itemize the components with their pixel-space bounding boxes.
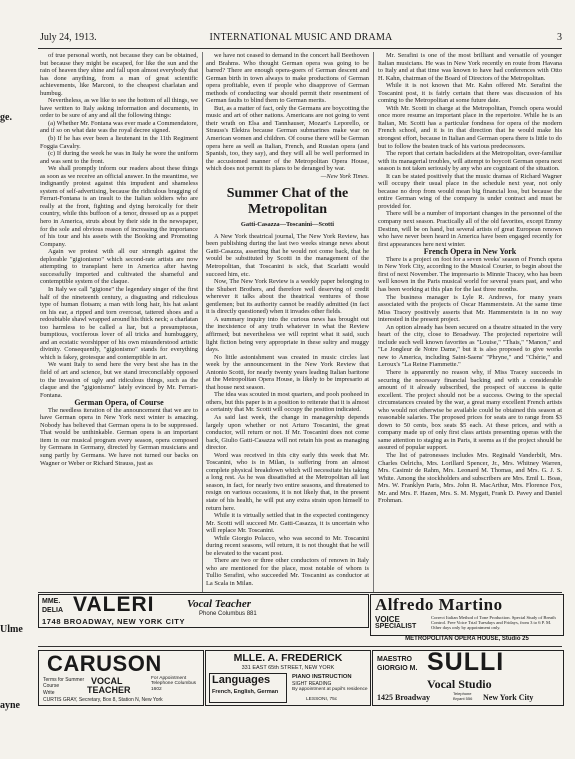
column-3 bbox=[378, 52, 562, 590]
ad-mattino-name: Alfredo Martino bbox=[375, 595, 503, 614]
ad-mattino-footer: METROPOLITAN OPERA HOUSE, Studio 25 bbox=[405, 636, 529, 642]
column-2 bbox=[206, 52, 369, 590]
ad-frederick bbox=[205, 650, 371, 706]
ad-caruson-vocal: VOCAL bbox=[91, 676, 123, 686]
ad-valeri-name: VALERI bbox=[73, 593, 155, 616]
ad-valeri-phone: Phone Columbus 881 bbox=[199, 611, 257, 617]
section-heading-german-opera: German Opera, of Course bbox=[74, 398, 164, 408]
paragraph: An option already has been secured on a theatre situated in the very heart of the city, close to Broadway. The projected repertoire will include such well known favorites as "Louise," "Thais," "Manon," and "Le Jongleur de Notre Dame," but it is also proposed to give works new to America, including Saint-Saens' "Phryne," and "Chérie," and Leroux's "La Reine Fiammette." bbox=[378, 323, 562, 369]
paragraph: we have not ceased to demand in the concert hall Beethoven and Brahms. Who thought German opera was going to be barred? There are enough opera-goers of German descent and German birth in town always to make productions of German opera profitable, even if people who disapprove of German methods of conducting war should permit their resentment of German faults to blind them to German merits. bbox=[206, 52, 369, 105]
ad-sulli-name: SULLI bbox=[427, 648, 505, 676]
paragraph: But, as a matter of fact, only the Germans are boycotting the music and art of other nations. Americans are not going to vent their wrath on Elsa and Tannhauser, Mozart's Leporello, or Strauss's Elektra because German submarines make war on American women and children. Of course there will be German opera here as well as Italian, French, and Russian opera (and Spanish, too, they say), and they will all be well performed in the accustomed manner of the Metropolitan Opera House, which does not permit its plans to be deranged by war. bbox=[206, 104, 369, 173]
paragraph: The needless iteration of the announcement that we are to have German opera in New York next winter is amazing. Nobody has believed that German opera is to be suppressed. That would be unthinkable. German opera is an important item in our musical program every season, opera composed by Germans in Germany, directed by German musicians and sung partly by Germans. We have not turned our backs on Wagner or Weber or Richard Strauss, just as bbox=[40, 406, 198, 467]
paragraph: (b) If he has ever been a lieutenant in the 11th Regiment Foggia Cavalry. bbox=[40, 135, 198, 150]
ad-frederick-languages-list: French, English, German bbox=[212, 689, 279, 695]
paragraph: of true personal worth, not because they can be obtained, but because they might be escaped, for like the sun and the rain of heaven they shine and fall upon almost everybody that has done anything, from a man of great scientific achievements, like Marconi, to the cheapest charlatan and humbug. bbox=[40, 52, 198, 97]
paragraph: Word was received in this city early this week that Mr. Toscanini, who is in Milan, is suffering from an almost complete physical breakdown which will necessitate his taking a long rest. As he was dissatisfied at the Metropolitan all last season, in fact, for nearly two entire seasons, and threatened to resign on various occasions, it is not likely that, in the present state of his health, he will put any extra strain upon himself to return here. bbox=[206, 451, 369, 512]
ad-caruson bbox=[38, 650, 204, 706]
left-edge-fragment-top: ge. bbox=[0, 112, 12, 123]
section-heading-french-opera: French Opera in New York bbox=[423, 247, 517, 257]
paragraph: A New York theatrical journal, The New York Review, has been publishing during the last two weeks strange news about Gatti-Casazza, asserting that he would not come back, that he would be substituted by Scotti in the management of the Metropolitan, that Toscanini is sick, that Scarlatti would succeed him, etc. bbox=[206, 232, 369, 278]
ad-caruson-name: CARUSON bbox=[47, 651, 162, 676]
ad-frederick-piano: PIANO INSTRUCTION bbox=[292, 674, 352, 680]
header-rule bbox=[38, 48, 562, 49]
column-divider-2 bbox=[373, 52, 374, 592]
ad-frederick-languages-box bbox=[209, 673, 287, 703]
ad-frederick-lessons: LESSONI, 75c bbox=[306, 697, 338, 702]
paragraph: With Mr. Scotti in charge at the Metropolitan, French opera would once more resume an important place in the repertoire. While he is an Italian, Mr. Scotti has a particular fondness for opera of the modern French school, and it is in that direction that he would make his strongest effort, because in Italian and German opera there is little to do but to follow the beaten track of his various predecessors. bbox=[378, 104, 562, 150]
ad-caruson-footer: CURTIS GRAY, Secretary, Box 8, Station N, New York bbox=[43, 697, 163, 703]
column-divider-1 bbox=[202, 52, 203, 592]
header-title: INTERNATIONAL MUSIC AND DRAMA bbox=[209, 32, 393, 43]
ad-caruson-write: Write bbox=[43, 690, 55, 696]
ad-sulli-telephone: Telephone Bryant 556 bbox=[453, 691, 473, 701]
ad-valeri-address: 1748 BROADWAY, NEW YORK CITY bbox=[42, 617, 186, 626]
header-date: July 24, 1913. bbox=[40, 32, 97, 43]
ad-valeri bbox=[38, 594, 369, 628]
ad-mattino-specialist: SPECIALIST bbox=[375, 623, 417, 630]
ad-valeri-tagline: Vocal Teacher bbox=[187, 598, 252, 610]
ad-sulli-studio: Vocal Studio bbox=[427, 677, 492, 691]
left-edge-fragment-low: ayne bbox=[0, 700, 20, 711]
article-subtitle: Gatti-Casazza—Toscanini—Scotti bbox=[240, 221, 335, 229]
paragraph: Mr. Serafini is one of the most brilliant and versatile of younger Italian musicians. He was in New York recently en route from Havana to Italy and at that time was known to have had conferences with Otto H. Kahn, chairman of the Board of Directors of the Metropolitan. bbox=[378, 52, 562, 82]
paragraph: The report that certain backsliders at the Metropolitan, over-familiar with its managerial troubles, will attempt to boycott German opera next season is not taken seriously by any who are cognizant of the situation. bbox=[378, 150, 562, 173]
left-edge-fragment-mid: Ulme bbox=[0, 624, 23, 635]
paragraph: (a) Whether Mr. Fontana was ever made a Commendatore, and if so on what date was the royal decree signed. bbox=[40, 119, 199, 135]
paragraph: We shall promptly inform our readers about these things as soon as we receive an official answer. In the meantime, we indignantly protest against this impudent and shameless system of self-advertising, because the ridiculous bragging of Ferrari-Fontana is an insult to the Italian soldiers who are really at the front, fighting and dying heroically for their country, while this buffoon of a tenor, dressed up as a puppet hero in America, struts about by their side in the newspaper, for the sole and obvious reason of increasing the importance of his tour and his assets with the Booking and Promoting Company. bbox=[40, 165, 198, 248]
ad-frederick-languages-label: Languages bbox=[212, 674, 271, 686]
ad-frederick-sight: SIGHT READING bbox=[292, 681, 332, 687]
ad-frederick-name: MLLE. A. FREDERICK bbox=[233, 652, 343, 664]
paragraph: There are two or three other conductors of renown in Italy who are mentioned for the place, most notable of whom is Tullio Serafini, who succeeded Mr. Toscanini as conductor at La Scala in Milan. bbox=[206, 557, 369, 587]
paragraph: The list of patronesses includes Mrs. Reginald Vanderbilt, Mrs. Charles Oelrichs, Mrs. Lorillard Spencer, Jr., Mrs. Whitney Warren, Mrs. Casimir de Rahm, Mrs. Leonard M. Thomas, and Mrs. G. J. S. White. Among the stockholders and subscribers are Mrs. Emil L. Boas, Mrs. W. Franklyn Paris, Mrs. John R. MacArthur, Mrs. Florence Fox, Mr. and Mrs. F. Hazen, Mrs. S. M. Mygatt, Frank D. Pavey and Daniel Frohman. bbox=[378, 451, 562, 505]
ads-middle-rule bbox=[38, 646, 562, 647]
ad-sulli-maestro-bottom: GIORGIO M. bbox=[377, 665, 418, 672]
ad-valeri-prefix-top: MME. bbox=[42, 598, 61, 605]
paragraph: The business manager is Lyle R. Andrews, for many years associated with the projects of Oscar Hammerstein. At the same time Miss Tracey positively asserts that Mr. Hammerstein is in no way interested in the present project. bbox=[378, 293, 562, 324]
ad-caruson-teacher: TEACHER bbox=[87, 685, 131, 695]
ad-sulli-address: 1425 Broadway bbox=[377, 693, 430, 702]
page-number: 3 bbox=[557, 32, 562, 43]
ad-mattino-voice: VOICE bbox=[375, 615, 400, 624]
article-title-summer-chat: Summer Chat of the Metropolitan bbox=[226, 186, 349, 218]
paragraph: Now, The New York Review is a weekly paper belonging to the Shubert Brothers, and therefore well deserving of credit wherever it talks about the theatrical ventures of those gentlemen; but its authority cannot be readily admitted (in fact it is directly questioned) when it invades other fields. bbox=[206, 278, 369, 316]
ad-caruson-terms: Terms for Summer Course bbox=[43, 677, 85, 689]
column-1 bbox=[40, 52, 198, 590]
page-header bbox=[40, 32, 562, 46]
paragraph: A summary inquiry into the curious news has brought out the inexistence of any truth whatever in what the Review affirmed; but nevertheless we will reprint what it said, such light fiction being very appropriate in these sultry and muggy days. bbox=[206, 315, 369, 354]
paragraph: Nevertheless, as we like to see the bottom of all things, we have written to Italy asking information and documents, in order to be sure of any and all the following things: bbox=[40, 97, 198, 120]
paragraph: (c) If during the week he was in Italy he wore the uniform and was sent to the front. bbox=[40, 150, 198, 165]
article-credit: —New York Times. bbox=[320, 172, 369, 180]
paragraph: The idea was scouted in most quarters, and pooh pooheed in others, but this paper is in a position to reiterate that it is almost a certainty that Mr. Scotti will occupy the position indicated. bbox=[206, 391, 369, 414]
paragraph: There is a project on foot for a seven weeks' season of French opera in New York City, according to the Musical Courier, to begin about the first of next November. The impresario is Minnie Tracey, who has been well known in the Paris musical world for several years past, and who has been working at this plan for the last three months. bbox=[378, 255, 562, 293]
paragraph: There will be a number of important changes in the personnel of the company next season. Practically all of the old favorites, except Emmy Destinn, will be on hand, but several artists of great European renown who have never been heard in America have been engaged recently for first appearances here next winter. bbox=[378, 210, 562, 248]
paragraph: There is apparently no reason why, if Miss Tracey succeeds in securing the necessary financial backing and with a considerable amount of it already subscribed, the prospect of success is quite excellent. The project should not be a success. Owing to the special circumstances created by the war, a great many excellent French artists who would not otherwise be available could be obtained this season at reasonable salaries. The proposed prices for seats are to range from $3 down to 50 cents, box seats $5 each. At these prices, and with a company made up of only first class artists presenting operas with the same attention to staging as in Paris, it seems as if the project should be assured of popular support. bbox=[378, 368, 562, 452]
ad-sulli bbox=[372, 650, 564, 706]
ad-caruson-appointment: For Appointment Telephone Columbus 1602 bbox=[151, 676, 197, 692]
ad-frederick-appointment: By appointment at pupil's residence bbox=[292, 687, 368, 692]
paragraph: While Giorgio Polacco, who was second to Mr. Toscanini during recent seasons, will return, it is not thought that he will be elevated to the vacant post. bbox=[206, 534, 369, 557]
ad-sulli-city: New York City bbox=[483, 693, 534, 702]
paragraph: While it is virtually settled that in the expected contingency Mr. Scotti will succeed Mr. Gatti-Casazza, it is uncertain who will replace Mr. Toscanini. bbox=[206, 512, 369, 535]
paragraph: No little astonishment was created in music circles last week by the announcement in the New York Review that Antonio Scotti, for nearly twenty years leading Italian baritone at the Metropolitan Opera House, is likely to be impresario at that house next season. bbox=[206, 353, 369, 391]
paragraph: We want Italy to send here the very best she has in the field of art and science, but we stand irreconcilably opposed to the invasion of ugly and ridiculous things, such as the claque and the "gigionismo" lately evinced by Mr. Ferrari-Fontana. bbox=[40, 361, 198, 399]
paragraph: As said last week, the change in managership depends largely upon whether or not Arturo Toscanini, the great conductor, will return or not. If Mr. Toscanini does not come back, Giulio Gatti-Casazza will not retain his post as managing director. bbox=[206, 413, 369, 452]
paragraph: It can be stated positively that the music dramas of Richard Wagner will occupy their usual place in the schedule next year, not only because no drop from would mean big financial loss, but because the entire German wing of the company is under contract and must be provided for. bbox=[378, 172, 562, 210]
ad-mattino-desc: Correct Italian Method of Tone Production. Special Study of Breath Control. Free Voice Trial Tuesdays and Fridays, from 3 to 6 P. M. Other days only by appointment only. bbox=[431, 615, 556, 630]
paragraph: While it is not known that Mr. Kahn offered Mr. Serafini the Toscanini post, it is fairly certain that there was discussion of his coming to the Metropolitan at some future date. bbox=[378, 82, 562, 105]
ad-sulli-maestro-top: MAESTRO bbox=[377, 656, 412, 663]
ad-frederick-address: 331 EAST 65th STREET, NEW YORK bbox=[241, 665, 335, 671]
paragraph: In Italy we call "gigione" the legendary singer of the first half of the nineteenth century, a disgusting and ridiculous type of human flotsam; a man with long hair, his hat aslant on his ear, a ripped and torn overcoat, tattered shoes and a redoubtable shawl wrapped around his thick neck; a charlatan too harmless to be called a liar, but a presumptuous, bumptious, vociferous lover of all tricks and humbuggery, and an ecstatic worshipper of his own misunderstood artistic divinity. Consequently, "gigionismo" stands for everything which is fakey, grotesque and contemptible in art. bbox=[40, 285, 198, 361]
ad-valeri-prefix-bottom: DELIA bbox=[42, 607, 63, 614]
paragraph: Again we protest with all our strength against the deplorable "gigionismo" which second-rate artists are now attempting to transplant here in America after having successfully imported and cultivated the shameful and contemptible system of the claque. bbox=[40, 248, 198, 286]
ad-mattino bbox=[370, 594, 564, 636]
